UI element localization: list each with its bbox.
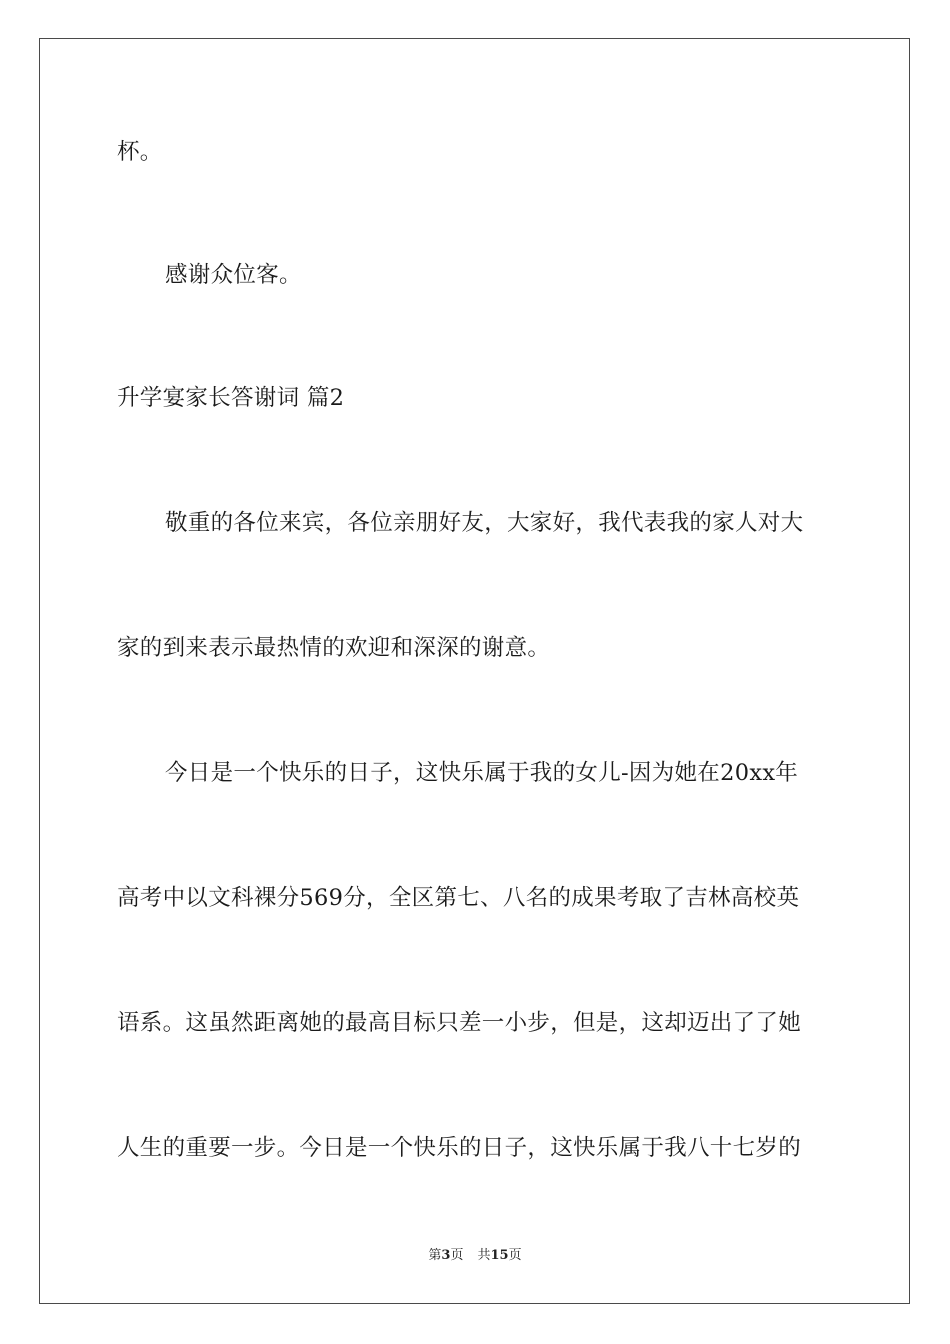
page-border <box>39 38 910 1304</box>
text-line: 敬重的各位来宾，各位亲朋好友，大家好，我代表我的家人对大 <box>165 510 804 536</box>
text-line: 高考中以文科裸分569分，全区第七、八名的成果考取了吉林高校英 <box>117 885 800 911</box>
total-suffix: 页 <box>508 1248 522 1263</box>
text-line: 今日是一个快乐的日子，这快乐属于我的女儿-因为她在20xx年 <box>165 760 799 786</box>
text-line: 人生的重要一步。今日是一个快乐的日子，这快乐属于我八十七岁的 <box>117 1135 802 1161</box>
section-heading: 升学宴家长答谢词 篇2 <box>117 385 345 411</box>
page-suffix: 页 <box>450 1248 464 1263</box>
text-line: 语系。这虽然距离她的最高目标只差一小步，但是，这却迈出了了她 <box>117 1010 802 1036</box>
page-prefix: 第 <box>428 1248 442 1263</box>
page-number: 3 <box>441 1248 451 1263</box>
page-total: 15 <box>490 1248 509 1263</box>
text-line: 感谢众位客。 <box>165 262 302 288</box>
total-prefix: 共 <box>477 1248 491 1263</box>
text-line: 杯。 <box>117 139 163 165</box>
text-line: 家的到来表示最热情的欢迎和深深的谢意。 <box>117 635 551 661</box>
page-footer <box>0 1247 950 1265</box>
